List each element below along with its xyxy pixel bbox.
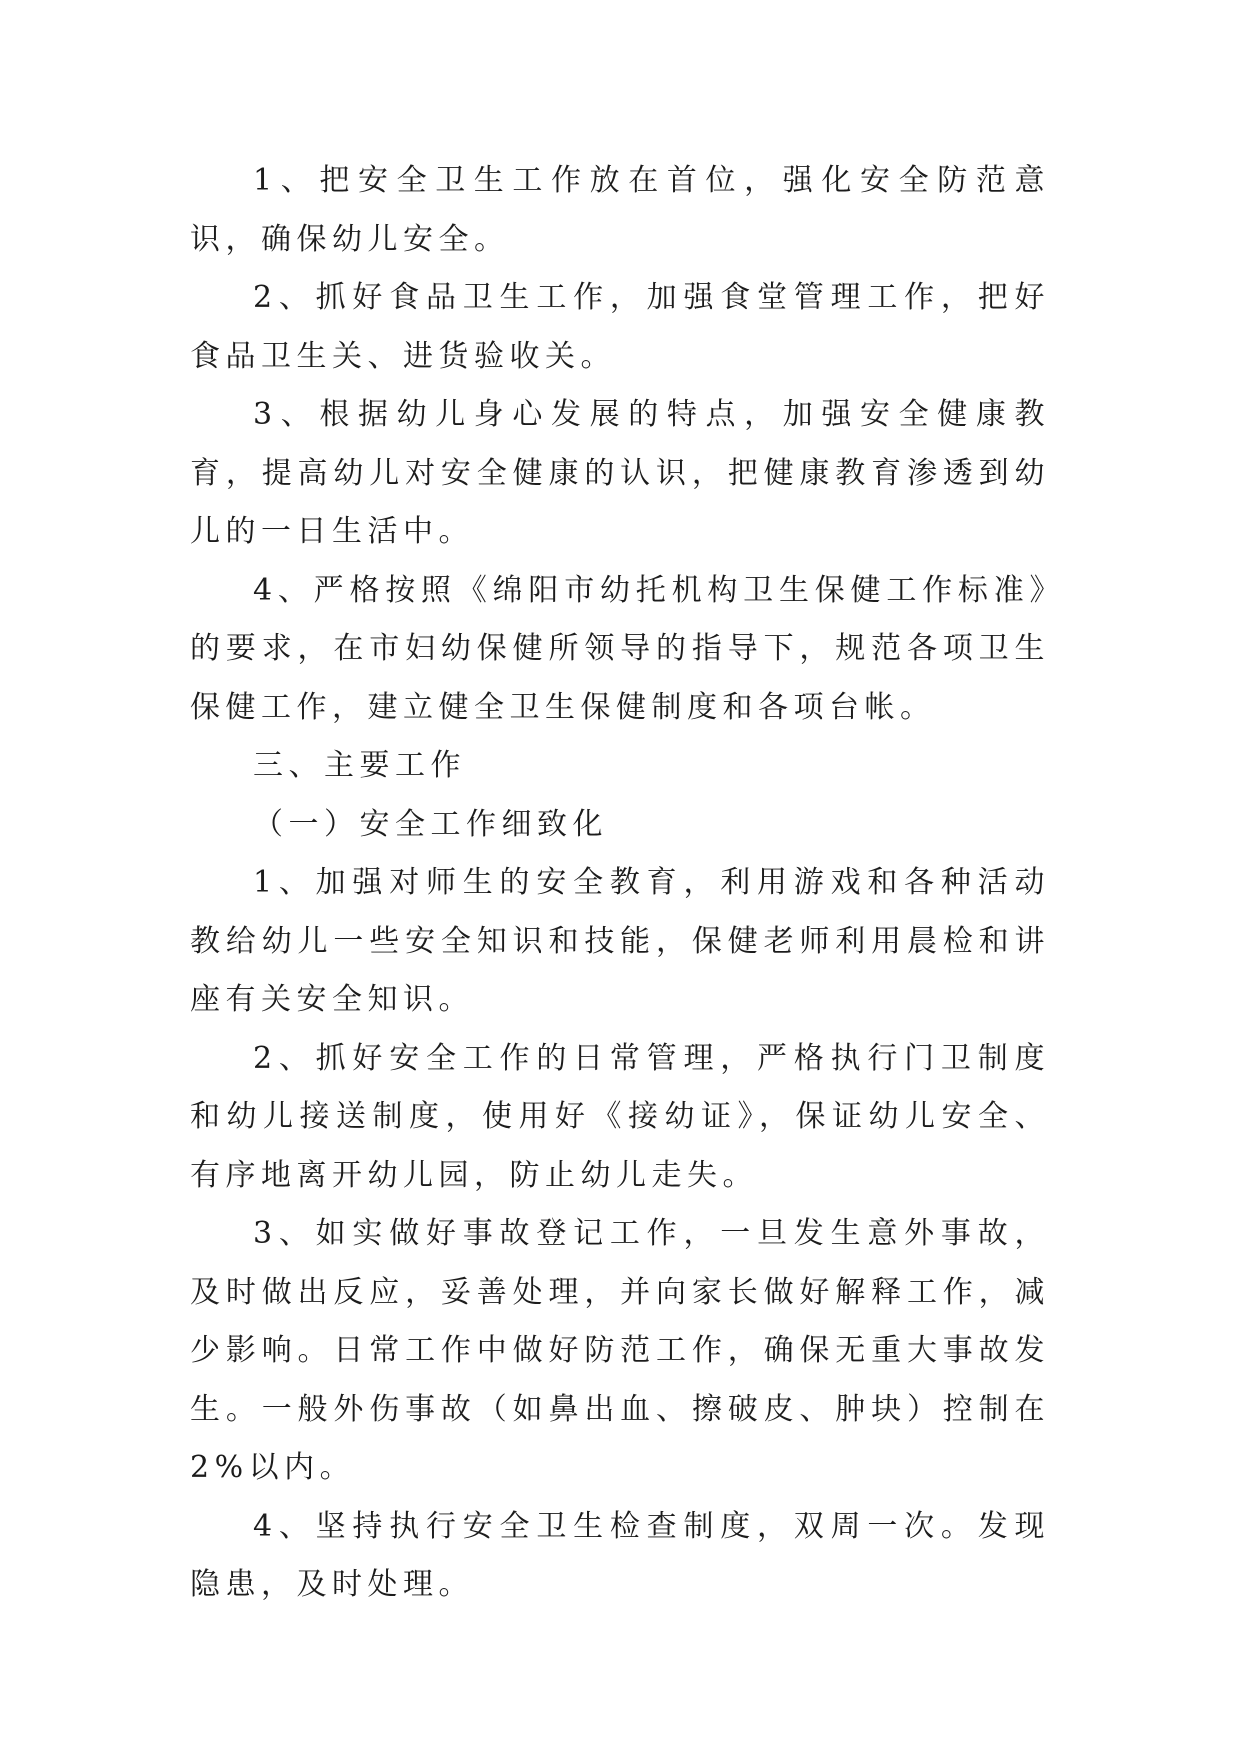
paragraph-inspection-system: 4、坚持执行安全卫生检查制度，双周一次。发现隐患，及时处理。 (190, 1508, 1050, 1602)
paragraph-daily-management: 2、抓好安全工作的日常管理，严格执行门卫制度和幼儿接送制度，使用好《接幼证》，保证幼儿安全、有序地离开幼儿园，防止幼儿走失。 (190, 1040, 1050, 1193)
paragraph-safety-education: 1、加强对师生的安全教育，利用游戏和各种活动教给幼儿一些安全知识和技能，保健老师利用晨检和讲座有关安全知识。 (190, 865, 1050, 1017)
paragraph-food-hygiene: 2、抓好食品卫生工作，加强食堂管理工作，把好食品卫生关、进货验收关。 (190, 280, 1050, 374)
paragraph-accident-registration: 3、如实做好事故登记工作，一旦发生意外事故，及时做出反应，妥善处理，并向家长做好解释工作，减少影响。日常工作中做好防范工作，确保无重大事故发生。一般外伤事故（如鼻出血、擦破皮、肿块）控制在2%以内。 (190, 1216, 1050, 1485)
paragraph-safety-priority: 1、把安全卫生工作放在首位，强化安全防范意识，确保幼儿安全。 (190, 163, 1050, 257)
document-body (190, 152, 1050, 1615)
section-heading-main-work: 三、主要工作 (253, 748, 466, 783)
subsection-heading-safety-detail: （一）安全工作细致化 (253, 806, 608, 842)
paragraph-health-education: 3、根据幼儿身心发展的特点，加强安全健康教育，提高幼儿对安全健康的认识，把健康教育渗透到幼儿的一日生活中。 (190, 397, 1050, 549)
paragraph-health-standards: 4、严格按照《绵阳市幼托机构卫生保健工作标准》的要求，在市妇幼保健所领导的指导下，规范各项卫生保健工作，建立健全卫生保健制度和各项台帐。 (190, 572, 1050, 725)
